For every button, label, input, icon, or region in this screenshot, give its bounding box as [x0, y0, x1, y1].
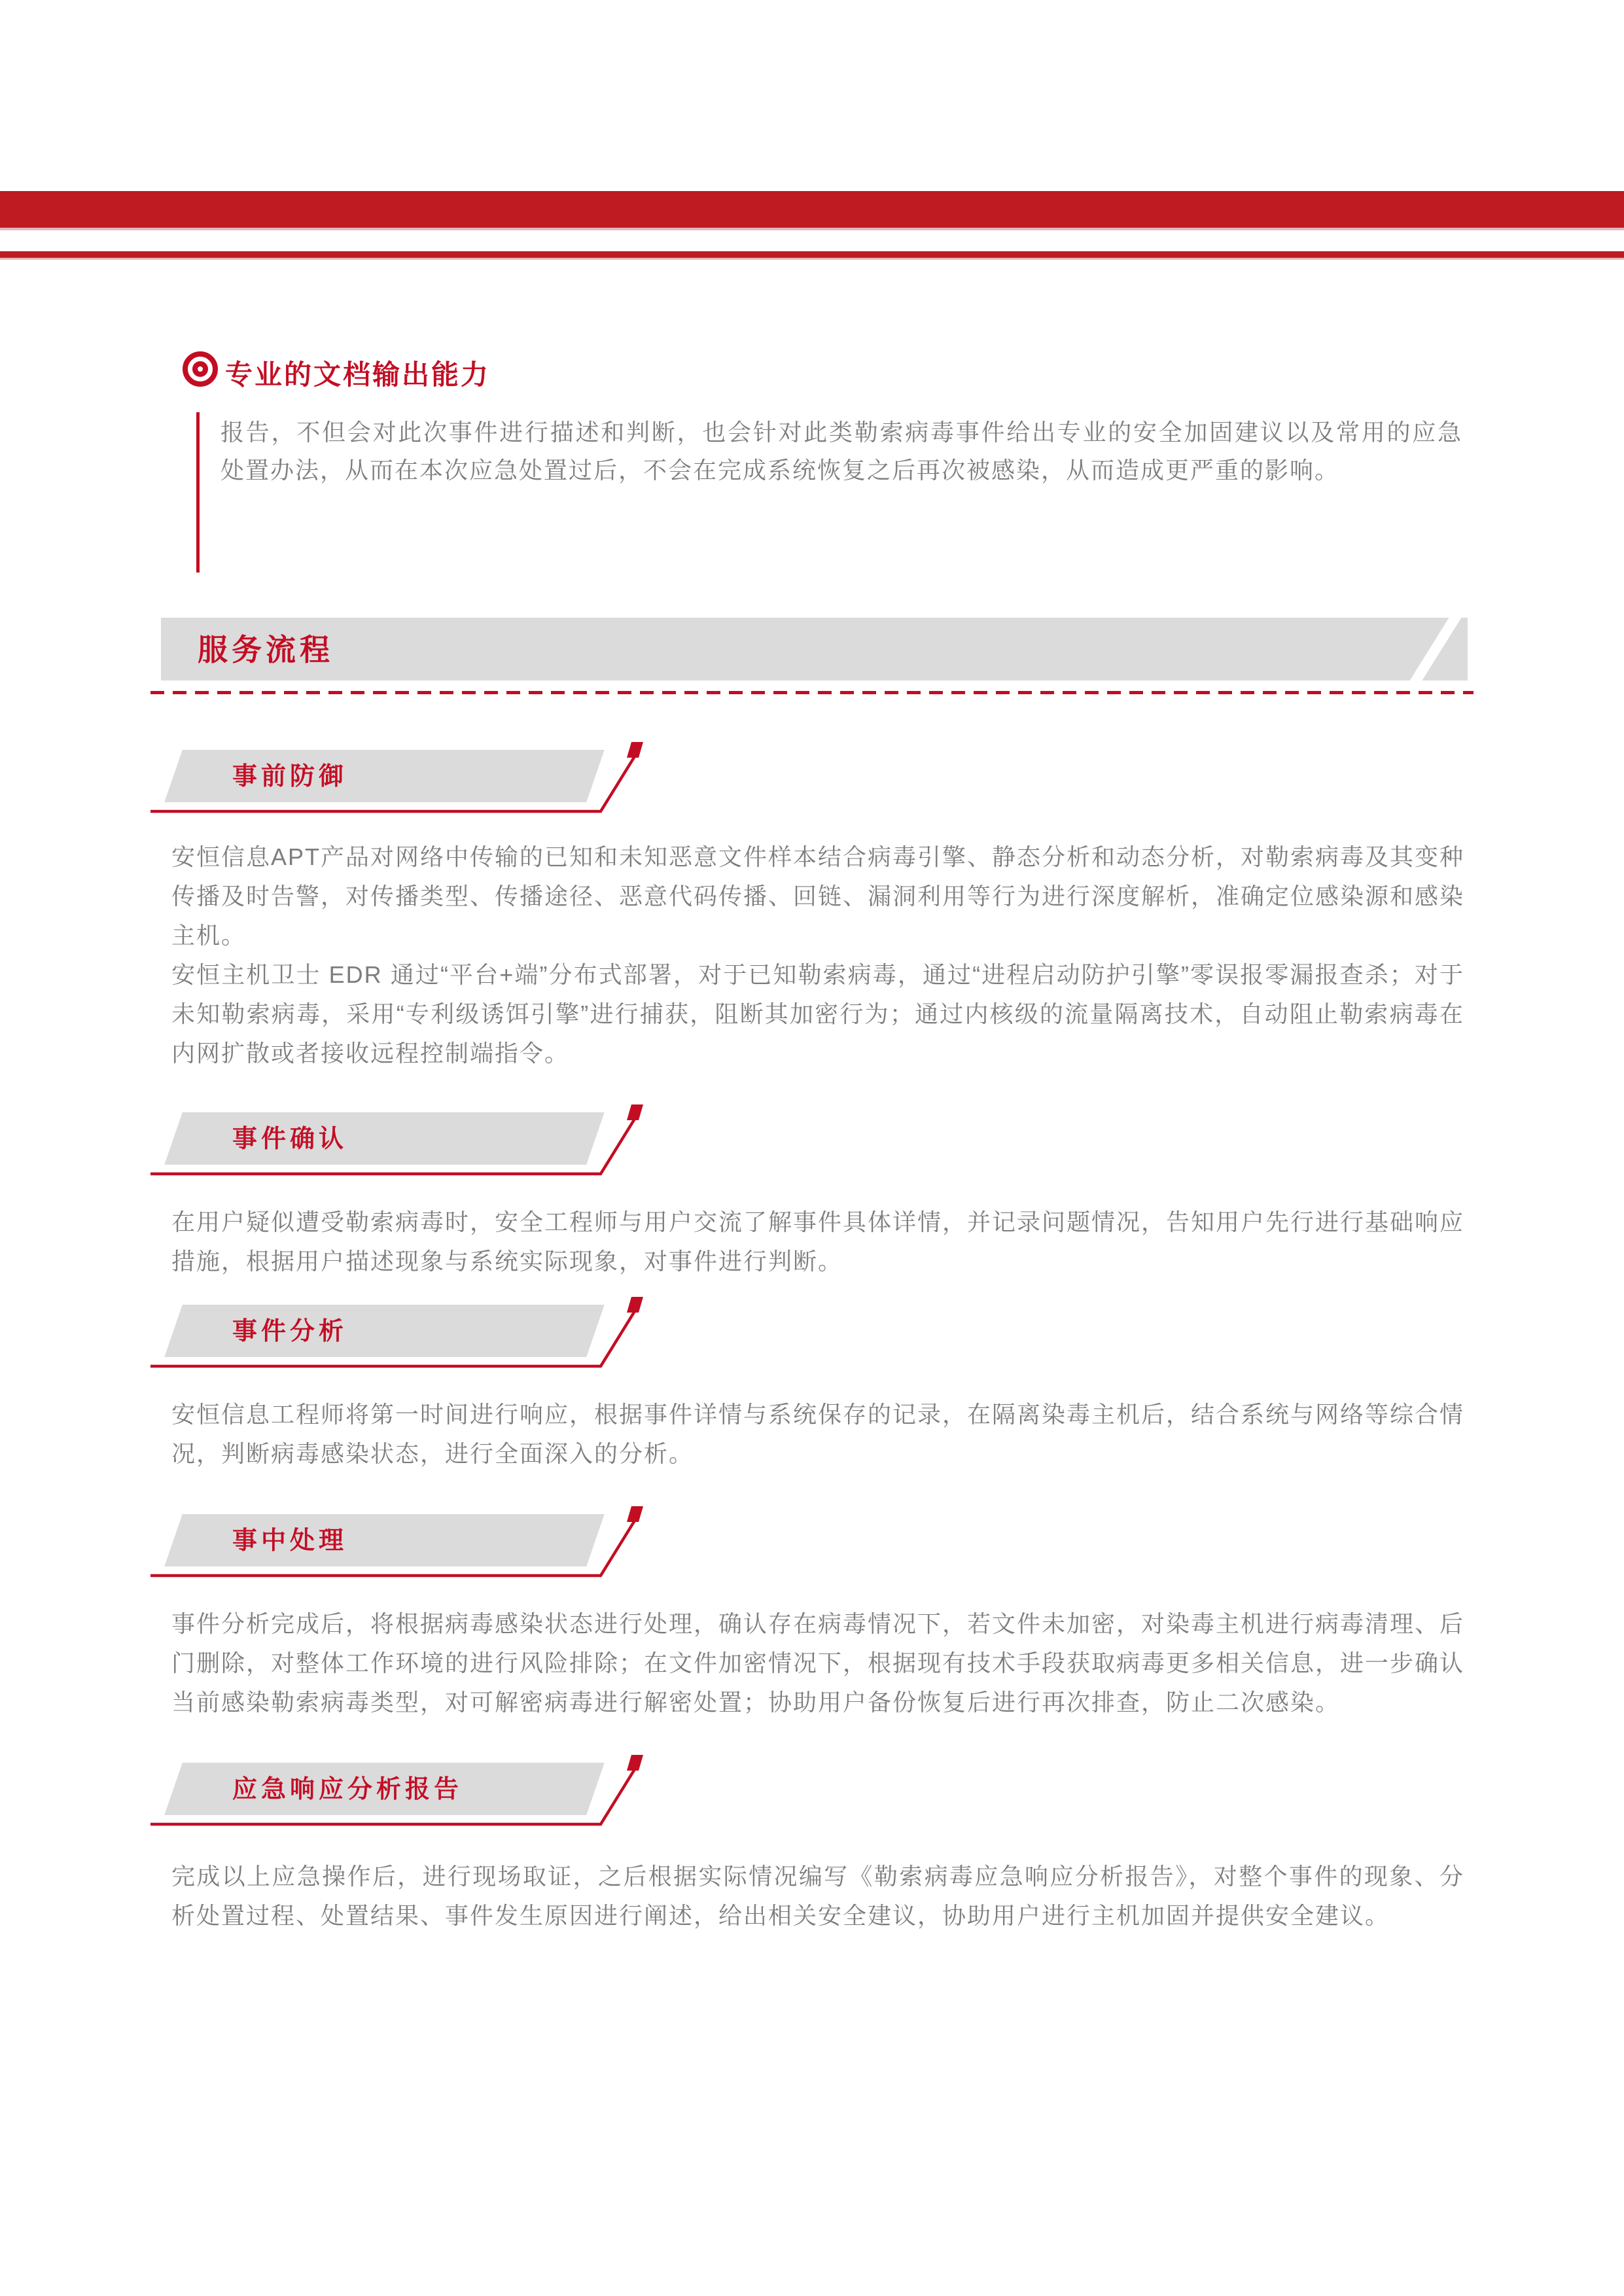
- paragraph: 事件分析完成后，将根据病毒感染状态进行处理，确认存在病毒情况下，若文件未加密，对染毒主机进行病毒清理、后门删除，对整体工作环境的进行风险排除；在文件加密情况下，根据现有技术手段获取病毒更多相关信息，进一步确认当前感染勒索病毒类型，对可解密病毒进行解密处置；协助用户备份恢复后进行再次排查，防止二次感染。: [171, 1610, 1465, 1716]
- section-body-incident-analysis: [171, 1395, 1464, 1474]
- tab-square-icon: [627, 742, 643, 758]
- top-bar-thin: [0, 251, 1624, 260]
- capability-title: 专业的文档输出能力: [225, 359, 491, 390]
- paragraph: 安恒主机卫士 EDR 通过“平台+端”分布式部署，对于已知勒索病毒，通过“进程启动防护引擎”零误报零漏报查杀；对于未知勒索病毒，采用“专利级诱饵引擎”进行捕获，阻断其加密行为；通过内核级的流量隔离技术，自动阻止勒索病毒在内网扩散或者接收远程控制端指令。: [171, 961, 1464, 1067]
- capability-accent-line: [196, 412, 200, 573]
- tab-underline-flourish: [150, 733, 648, 815]
- section-tab-incident-confirmation: [150, 1112, 654, 1165]
- paragraph: 安恒信息工程师将第一时间进行响应，根据事件详情与系统保存的记录，在隔离染毒主机后，结合系统与网络等综合情况，判断病毒感染状态，进行全面深入的分析。: [171, 1401, 1465, 1467]
- paragraph: 完成以上应急操作后，进行现场取证，之后根据实际情况编写《勒索病毒应急响应分析报告》，对整个事件的现象、分析处置过程、处置结果、事件发生原因进行阐述，给出相关安全建议，协助用户进行主机加固并提供安全建议。: [171, 1863, 1464, 1929]
- tab-square-icon: [627, 1755, 643, 1771]
- service-flow-title: 服务流程: [198, 633, 334, 667]
- band-slash-decoration: [1407, 618, 1464, 680]
- top-bar-thick: [0, 191, 1624, 230]
- section-body-in-incident-handling: [171, 1604, 1464, 1722]
- section-tab-emergency-response-report: [150, 1763, 654, 1815]
- paragraph: 在用户疑似遭受勒索病毒时，安全工程师与用户交流了解事件具体详情，并记录问题情况，告知用户先行进行基础响应措施，根据用户描述现象与系统实际现象，对事件进行判断。: [171, 1209, 1465, 1275]
- capability-body: 报告，不但会对此次事件进行描述和判断，也会针对此类勒索病毒事件给出专业的安全加固建议以及常用的应急处置办法，从而在本次应急处置过后，不会在完成系统恢复之后再次被感染，从而造成更严重的影响。: [221, 419, 1462, 484]
- tab-label: 事件确认: [232, 1125, 348, 1153]
- service-flow-band: [161, 618, 1468, 680]
- paragraph: 安恒信息APT产品对网络中传输的已知和未知恶意文件样本结合病毒引擎、静态分析和动态分析，对勒索病毒及其变种传播及时告警，对传播类型、传播途径、恶意代码传播、回链、漏洞利用等行为进行深度解析，准确定位感染源和感染主机。: [171, 843, 1465, 949]
- tab-label: 事件分析: [232, 1318, 348, 1345]
- tab-label: 事前防御: [232, 763, 348, 790]
- tab-underline-flourish: [150, 1095, 648, 1178]
- tab-underline-flourish: [150, 1497, 648, 1580]
- tab-square-icon: [627, 1297, 643, 1313]
- section-tab-incident-analysis: [150, 1305, 654, 1357]
- section-body-emergency-response-report: [171, 1857, 1464, 1935]
- bullseye-inner-ring: [192, 361, 208, 377]
- tab-square-icon: [627, 1104, 643, 1120]
- section-body-incident-confirmation: [171, 1203, 1464, 1281]
- section-divider-dashed: [150, 691, 1474, 694]
- tab-label: 应急响应分析报告: [232, 1776, 463, 1803]
- tab-square-icon: [627, 1506, 643, 1522]
- tab-label: 事中处理: [232, 1527, 348, 1555]
- tab-underline-flourish: [150, 1746, 648, 1828]
- bullseye-icon: [183, 351, 218, 387]
- tab-underline-flourish: [150, 1288, 648, 1370]
- section-body-pre-incident-defense: [171, 838, 1464, 1073]
- section-tab-in-incident-handling: [150, 1514, 654, 1566]
- section-tab-pre-incident-defense: [150, 750, 654, 802]
